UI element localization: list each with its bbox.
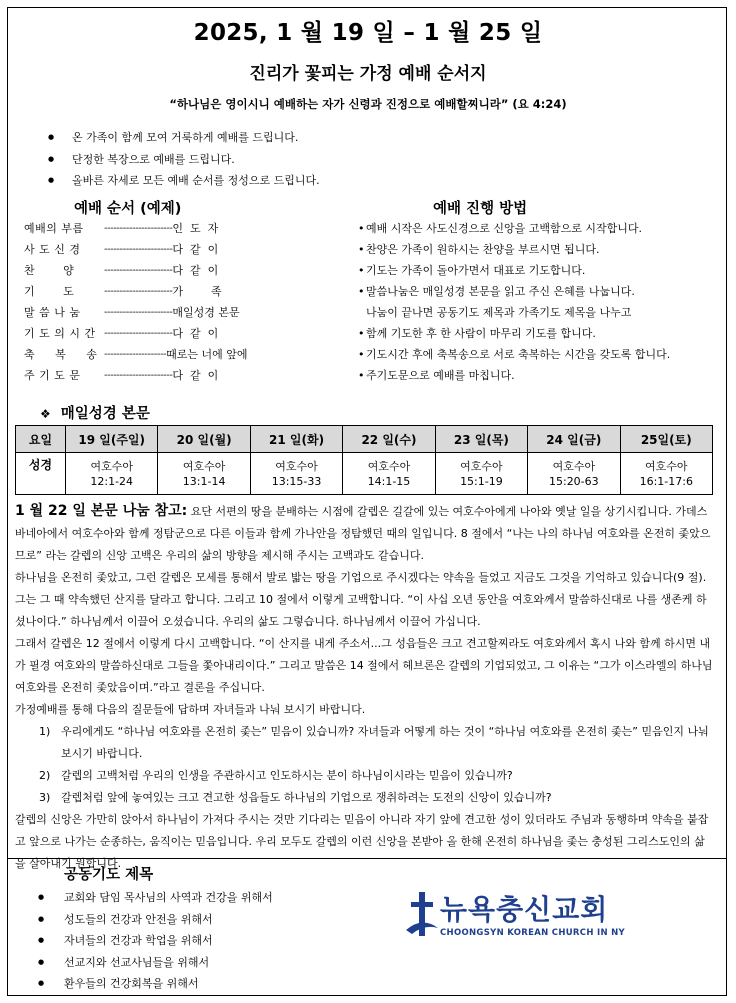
bullet-icon: • — [358, 348, 365, 361]
sharing-paragraph: 그래서 갈렙은 12 절에서 이렇게 다시 고백합니다. “이 산지를 내게 주소서...그 성읍들은 크고 견고할찌라도 여호와께서 혹시 나와 함께 하시면 내가 필경 여호와의 말씀하신대로 그들을 쫓아내리이다.” 그리고 말씀은 14 절에서 헤브론은 갈렙의 기업되었고, 그 이유는 “그가 이스라엘의 하나님 여호와를 온전히 좇았음이며.”라고 결론을 주십니다. — [15, 637, 713, 694]
scripture-book: 여호수아 — [367, 459, 411, 473]
order-dashes: ---------------------- — [104, 286, 173, 297]
day-cell: 25일(토) — [620, 426, 712, 453]
worship-method-list — [358, 218, 670, 386]
day-row-label: 요일 — [16, 426, 66, 453]
order-item-leader: 가 족 — [172, 285, 222, 298]
scripture-book: 여호수아 — [182, 459, 226, 473]
order-item-name: 예배의 부름 — [24, 222, 84, 235]
order-dashes: ---------------------- — [104, 244, 173, 255]
order-item-name: 기 도 — [24, 285, 75, 298]
method-text: 기도는 가족이 돌아가면서 대표로 기도합니다. — [366, 264, 586, 277]
question-text: 갈렙처럼 앞에 놓여있는 크고 견고한 성읍들도 하나님의 기업으로 쟁취하려는 도전의 신앙이 있습니까? — [61, 791, 552, 804]
scripture-ref: 12:1-24 — [90, 474, 134, 488]
bullet-icon: • — [358, 369, 365, 382]
scripture-ref: 16:1-17:6 — [639, 474, 693, 488]
bullet-icon: • — [358, 264, 365, 277]
question-item — [15, 787, 715, 809]
order-row — [24, 239, 248, 260]
church-name: 뉴욕충신교회 — [440, 893, 609, 926]
prayer-item: ● 환우들의 건강회복을 위해서 — [36, 973, 273, 995]
church-logo — [404, 888, 634, 948]
order-row — [24, 260, 248, 281]
scripture-ref: 13:15-33 — [271, 474, 322, 488]
method-text: 주기도문으로 예배를 마칩니다. — [366, 369, 515, 382]
scripture-book: 여호수아 — [645, 459, 688, 473]
scripture-ref: 15:20-63 — [548, 474, 599, 488]
scripture-book: 여호수아 — [460, 459, 503, 473]
scripture-cell — [158, 453, 250, 495]
method-item — [358, 302, 670, 323]
bullet-icon: • — [358, 222, 365, 235]
question-number: 2) — [39, 769, 51, 782]
scripture-cell — [528, 453, 620, 495]
question-text: 우리에게도 “하나님 여호와를 온전히 좇는” 믿음이 있습니까? 자녀들과 어떻게 하는 것이 “하나님 여호와를 온전히 좇는” 믿음인지 나눠 보시기 바랍니다. — [61, 725, 709, 760]
section-divider — [7, 858, 727, 859]
method-item — [358, 218, 670, 239]
prayer-item: ● 성도들의 건강과 안전을 위해서 — [36, 909, 273, 931]
scripture-ref: 15:1-19 — [460, 474, 503, 488]
method-text: 나눔이 끝나면 공동기도 제목과 가족기도 제목을 나누고 — [366, 306, 632, 319]
day-cell: 20 일(월) — [158, 426, 250, 453]
sharing-section — [15, 500, 715, 875]
scripture-row-label: 성경 — [16, 453, 66, 495]
method-text: 예배 시작은 사도신경으로 신앙을 고백함으로 시작합니다. — [366, 222, 643, 235]
prayer-item: ● 자녀들의 건강과 학업을 위해서 — [36, 930, 273, 952]
method-heading: 예배 진행 방법 — [433, 201, 528, 217]
day-cell: 23 일(목) — [435, 426, 527, 453]
method-item — [358, 344, 670, 365]
method-text: 함께 기도한 후 한 사람이 마무리 기도를 합니다. — [366, 327, 596, 340]
order-item-leader: 인 도 자 — [172, 222, 219, 235]
diamond-icon: ❖ — [40, 407, 51, 421]
order-item-leader: 다 같 이 — [172, 369, 219, 382]
prayer-item: ● 선교지와 선교사님들을 위해서 — [36, 952, 273, 974]
order-item-name: 사 도 신 경 — [24, 243, 81, 256]
prayer-heading: 공동기도 제목 — [64, 867, 154, 883]
guideline-item: ● 온 가족이 함께 모여 거룩하게 예배를 드립니다. — [46, 127, 320, 149]
order-item-leader: 다 같 이 — [172, 327, 219, 340]
scripture-book: 여호수아 — [275, 459, 318, 473]
page-title: 2025, 1 월 19 일 – 1 월 25 일 — [193, 20, 543, 46]
order-row — [24, 218, 248, 239]
sharing-paragraph — [15, 500, 715, 567]
question-text: 갈렙의 고백처럼 우리의 인생을 주관하시고 인도하시는 분이 하나님이시라는 믿음이 있습니까? — [61, 769, 513, 782]
scripture-cell — [343, 453, 435, 495]
order-row — [24, 302, 248, 323]
order-heading: 예배 순서 (예제) — [74, 201, 182, 217]
method-item — [358, 239, 670, 260]
question-list — [15, 721, 715, 809]
guideline-item: ● 단정한 복장으로 예배를 드립니다. — [46, 149, 320, 171]
sharing-closing: 갈렙의 신앙은 가만히 앉아서 하나님이 가져다 주시는 것만 기다리는 믿음이 아니라 자기 앞에 견고한 성이 있더라도 주님과 동행하며 약속을 붙잡고 앞으로 나가는 순종하는, 움직이는 믿음입니다. 우리 모두도 갈렙의 이런 신앙을 본받아 올 한해 온전히 하나님을 좇는 충성된 그리스도인의 삶을 살아내기 원합니다. — [15, 813, 709, 870]
bullet-icon: • — [358, 243, 365, 256]
day-cell: 21 일(화) — [250, 426, 342, 453]
method-item — [358, 365, 670, 386]
order-row — [24, 323, 248, 344]
reading-heading — [40, 402, 150, 423]
method-item — [358, 281, 670, 302]
scripture-cell — [620, 453, 712, 495]
sharing-paragraph: 하나님을 온전히 좇았고, 그런 갈렙은 모세를 통해서 발로 밟는 땅을 기업으로 주시겠다는 약속을 들었고 지금도 그것을 기억하고 있습니다(9 절). 그는 그 때 약속했던 산지를 달라고 합니다. 그리고 10 절에서 이렇게 고백합니다. “이 사십 오년 동안을 여호와께서 말씀하신대로 나를 생존케 하셨나이다.” 하나님께서 이끌어 오셨습니다. 우리의 삶도 그렇습니다. 하나님께서 이끌어 가십니다. — [15, 571, 707, 628]
theme-verse: “하나님은 영이시니 예배하는 자가 신령과 진정으로 예배할찌니라” (요 4:24) — [169, 97, 567, 111]
question-item — [15, 765, 715, 787]
method-item — [358, 323, 670, 344]
method-text: 찬양은 가족이 원하시는 찬양을 부르시면 됩니다. — [366, 243, 600, 256]
order-item-name: 기 도 의 시 간 — [24, 327, 96, 340]
bullet-icon: • — [358, 327, 365, 340]
guideline-list — [46, 127, 320, 192]
day-cell: 19 일(주일) — [66, 426, 158, 453]
reading-heading-text: 매일성경 본문 — [60, 406, 150, 422]
question-intro: 가정예배를 통해 다음의 질문들에 답하며 자녀들과 나눠 보시기 바랍니다. — [15, 703, 366, 716]
church-name-english: CHOONGSYN KOREAN CHURCH IN NY — [440, 928, 625, 938]
method-text: 기도시간 후에 축복송으로 서로 축복하는 시간을 갖도록 합니다. — [366, 348, 671, 361]
reading-scripture-row — [16, 453, 713, 495]
question-item — [15, 721, 715, 765]
order-dashes: -------------------- — [104, 349, 167, 360]
scripture-cell — [250, 453, 342, 495]
order-dashes: ---------------------- — [104, 223, 173, 234]
order-dashes: ---------------------- — [104, 265, 173, 276]
question-number: 1) — [39, 725, 51, 738]
sharing-text: 요단 서편의 땅을 분배하는 시점에 갈렙은 길갈에 있는 여호수아에게 나아와 옛날 일을 상기시킵니다. 가데스 바네아에서 여호수아와 함께 정탐군으로 다른 이들과 함께 가나안을 정탐했던 때의 일입니다. 8 절에서 “나는 나의 하나님 여호와를 온전히 좇았으므로” 라는 갈렙의 신앙 고백은 우리의 삶의 방향을 제시해 주시는 고백과도 같습니다. — [15, 505, 711, 562]
reading-day-row — [16, 426, 713, 453]
scripture-ref: 14:1-15 — [367, 474, 411, 488]
scripture-cell — [435, 453, 527, 495]
order-item-name: 찬 양 — [24, 264, 75, 277]
order-item-name: 축 복 송 — [24, 348, 98, 361]
order-item-leader: 때로는 너에 앞에 — [166, 348, 248, 361]
order-row — [24, 281, 248, 302]
method-text: 말씀나눔은 매일성경 본문을 읽고 주신 은혜를 나눕니다. — [366, 285, 635, 298]
day-cell: 22 일(수) — [343, 426, 435, 453]
order-item-leader: 다 같 이 — [172, 243, 219, 256]
order-item-leader: 다 같 이 — [172, 264, 219, 277]
reading-table — [15, 425, 713, 495]
question-number: 3) — [39, 791, 51, 804]
sharing-title: 1 월 22 일 본문 나눔 참고: — [15, 503, 188, 519]
cross-dove-icon — [404, 890, 440, 940]
order-row — [24, 365, 248, 386]
guideline-item: ● 올바른 자세로 모든 예배 순서를 정성으로 드립니다. — [46, 170, 320, 192]
method-item — [358, 260, 670, 281]
prayer-list — [36, 887, 273, 995]
page-subtitle: 진리가 꽃피는 가정 예배 순서지 — [249, 64, 487, 84]
order-item-name: 주 기 도 문 — [24, 369, 81, 382]
order-row — [24, 344, 248, 365]
prayer-item: ● 교회와 담임 목사님의 사역과 건강을 위해서 — [36, 887, 273, 909]
order-dashes: ---------------------- — [104, 370, 173, 381]
order-dashes: ---------------------- — [104, 307, 173, 318]
bullet-icon: • — [358, 285, 365, 298]
order-item-leader: 매일성경 본문 — [172, 306, 240, 319]
scripture-book: 여호수아 — [552, 459, 596, 473]
scripture-cell — [66, 453, 158, 495]
scripture-ref: 13:1-14 — [182, 474, 226, 488]
order-item-name: 말 씀 나 눔 — [24, 306, 81, 319]
worship-order — [24, 218, 248, 386]
day-cell: 24 일(금) — [528, 426, 620, 453]
scripture-book: 여호수아 — [90, 459, 133, 473]
order-dashes: ---------------------- — [104, 328, 173, 339]
